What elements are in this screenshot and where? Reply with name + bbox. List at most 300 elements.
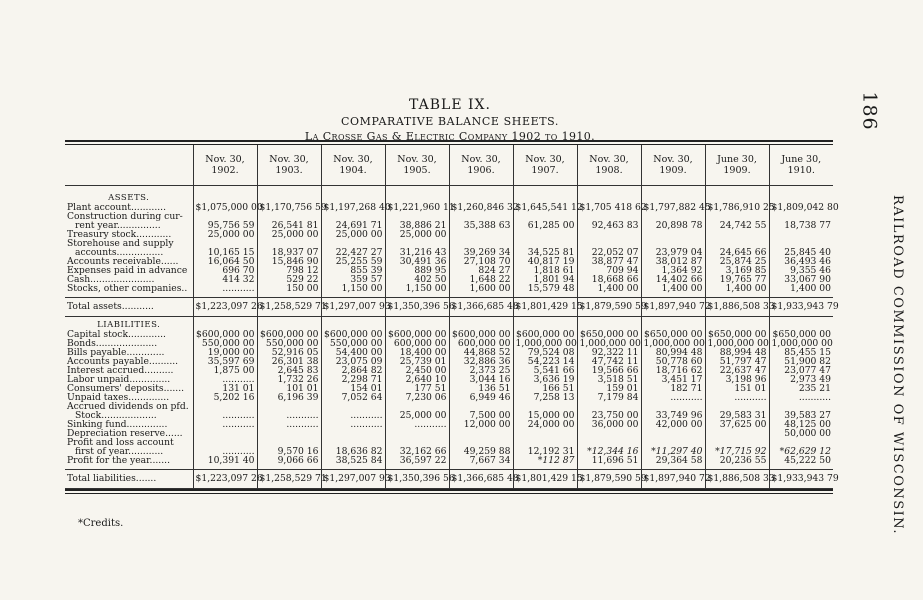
value-cell: 1,150 00 (321, 284, 385, 293)
value-cell: 18,716 62 (641, 366, 705, 375)
value-cell: 1,000,000 00 (577, 339, 641, 348)
total-value: $1,223,097 26 (193, 298, 257, 317)
value-cell: ........... (321, 420, 385, 429)
value-cell: 7,052 64 (321, 393, 385, 402)
value-cell: 2,645 83 (257, 366, 321, 375)
value-cell: 32,886 36 (449, 357, 513, 366)
label-column-header (65, 145, 193, 186)
value-cell: 39,583 27 (769, 411, 833, 420)
empty-cell (449, 317, 513, 331)
column-header-line: June 30, (781, 154, 822, 165)
value-cell: 136 51 (449, 384, 513, 393)
value-cell: $1,797,882 45 (641, 203, 705, 212)
empty-cell (641, 317, 705, 331)
row-label: Labor unpaid.............. (67, 375, 171, 384)
balance-sheet-table (65, 145, 839, 489)
row-label: Accounts payable.......... (67, 357, 179, 366)
section-heading-row (65, 317, 833, 331)
value-cell: 22,052 07 (577, 248, 641, 257)
total-value: $1,897,940 72 (641, 298, 705, 317)
value-cell: 38,886 21 (385, 221, 449, 230)
column-header-line: 1909. (659, 165, 687, 176)
column-header-line: 1909. (723, 165, 751, 176)
value-cell: 19,765 77 (705, 275, 769, 284)
table-row (65, 411, 833, 420)
value-cell: 95,756 59 (193, 221, 257, 230)
empty-cell (193, 317, 257, 331)
value-cell: 29,583 31 (705, 411, 769, 420)
value-cell: 42,000 00 (641, 420, 705, 429)
row-label: Bonds..................... (67, 339, 158, 348)
total-value: $1,366,685 48 (449, 298, 513, 317)
row-label: Bills payable............. (67, 348, 165, 357)
total-value: $1,886,508 33 (705, 298, 769, 317)
table-row (65, 366, 833, 375)
total-value: $1,366,685 48 (449, 470, 513, 489)
row-label: Unpaid taxes.............. (67, 393, 170, 402)
value-cell: *11,297 40 (641, 447, 705, 456)
value-cell: 3,044 16 (449, 375, 513, 384)
empty-cell (769, 317, 833, 331)
value-cell: 235 21 (769, 384, 833, 393)
value-cell: 15,000 00 (513, 411, 577, 420)
table-row (65, 393, 833, 402)
row-label: Interest accrued.......... (67, 366, 174, 375)
total-value: $1,350,396 56 (385, 298, 449, 317)
total-row (65, 298, 833, 317)
total-value: $1,933,943 79 (769, 470, 833, 489)
value-cell: 824 27 (449, 266, 513, 275)
value-cell: 709 94 (577, 266, 641, 275)
value-cell: 182 71 (641, 384, 705, 393)
table-row (65, 275, 833, 284)
value-cell: 51,900 82 (769, 357, 833, 366)
value-cell: 25,000 00 (385, 230, 449, 239)
table-row (65, 239, 833, 248)
value-cell: 1,875 00 (193, 366, 257, 375)
value-cell: 25,874 25 (705, 257, 769, 266)
value-cell: 166 51 (513, 384, 577, 393)
value-cell: $1,809,042 80 (769, 203, 833, 212)
table-row (65, 284, 833, 293)
value-cell: 39,269 34 (449, 248, 513, 257)
footnote: *Credits. (78, 518, 124, 529)
value-cell: ........... (321, 411, 385, 420)
value-cell: 10,165 15 (193, 248, 257, 257)
value-cell: 159 01 (577, 384, 641, 393)
value-cell: $1,197,268 40 (321, 203, 385, 212)
value-cell: 10,391 40 (193, 456, 257, 465)
table-row (65, 429, 833, 438)
value-cell: 3,518 51 (577, 375, 641, 384)
table-row (65, 339, 833, 348)
table-row (65, 230, 833, 239)
value-cell: 855 39 (321, 266, 385, 275)
value-cell: 25,255 59 (321, 257, 385, 266)
value-cell: $1,705 418 62 (577, 203, 641, 212)
value-cell: 359 57 (321, 275, 385, 284)
value-cell: 1,000,000 00 (769, 339, 833, 348)
value-cell: 23,979 04 (641, 248, 705, 257)
value-cell: 45,222 50 (769, 456, 833, 465)
column-header (321, 145, 385, 186)
total-value: $1,886,508 33 (705, 470, 769, 489)
value-cell: 101 01 (257, 384, 321, 393)
table-row (65, 203, 833, 212)
column-header (193, 145, 257, 186)
value-cell: 25,000 00 (385, 411, 449, 420)
value-cell: 18,636 82 (321, 447, 385, 456)
value-cell: $1,260,846 32 (449, 203, 513, 212)
value-cell: 600,000 00 (449, 339, 513, 348)
value-cell: 80,994 48 (641, 348, 705, 357)
value-cell: 7,179 84 (577, 393, 641, 402)
value-cell: $600,000 00 (193, 330, 257, 339)
column-header (257, 145, 321, 186)
value-cell: 3,636 19 (513, 375, 577, 384)
value-cell: 34,525 81 (513, 248, 577, 257)
value-cell: ........... (193, 284, 257, 293)
value-cell: 25,000 00 (321, 230, 385, 239)
value-cell (257, 429, 321, 438)
running-head: RAILROAD COMMISSION OF WISCONSIN. (890, 195, 905, 535)
value-cell (449, 230, 513, 239)
table-row (65, 420, 833, 429)
value-cell: 550,000 00 (257, 339, 321, 348)
total-value: $1,801,429 15 (513, 470, 577, 489)
value-cell: 16,064 50 (193, 257, 257, 266)
empty-cell (321, 317, 385, 331)
value-cell: 26,541 81 (257, 221, 321, 230)
table-row (65, 212, 833, 221)
value-cell: 9,570 16 (257, 447, 321, 456)
value-cell: 5,202 16 (193, 393, 257, 402)
value-cell: 23,077 47 (769, 366, 833, 375)
total-value: $1,223,097 26 (193, 470, 257, 489)
value-cell: $600,000 00 (385, 330, 449, 339)
value-cell: $1,075,000 00 (193, 203, 257, 212)
column-header-line: Nov. 30, (461, 154, 501, 165)
value-cell: 26,301 38 (257, 357, 321, 366)
total-value: $1,258,529 71 (257, 298, 321, 317)
total-value: $1,297,007 93 (321, 470, 385, 489)
column-header-line: Nov. 30, (205, 154, 245, 165)
value-cell: 38,012 87 (641, 257, 705, 266)
value-cell (321, 429, 385, 438)
value-cell: 33,067 90 (769, 275, 833, 284)
value-cell: 414 32 (193, 275, 257, 284)
value-cell: 47,742 11 (577, 357, 641, 366)
value-cell: *17,715 92 (705, 447, 769, 456)
row-label: Sinking fund.............. (67, 420, 168, 429)
value-cell: 25,000 00 (193, 230, 257, 239)
value-cell: 24,000 00 (513, 420, 577, 429)
value-cell: 25,739 01 (385, 357, 449, 366)
value-cell: *62,629 12 (769, 447, 833, 456)
value-cell: 1,000,000 00 (641, 339, 705, 348)
value-cell: 24,742 55 (705, 221, 769, 230)
value-cell: 7,230 06 (385, 393, 449, 402)
value-cell: 600,000 00 (385, 339, 449, 348)
value-cell: 2,373 25 (449, 366, 513, 375)
value-cell: 85,455 15 (769, 348, 833, 357)
value-cell (385, 429, 449, 438)
row-label: Stocks, other companies.. (67, 284, 188, 293)
value-cell: 1,000,000 00 (705, 339, 769, 348)
value-cell: $1,786,910 25 (705, 203, 769, 212)
column-header-line: Nov. 30, (269, 154, 309, 165)
value-cell: 1,150 00 (385, 284, 449, 293)
column-header (769, 145, 833, 186)
value-cell: 529 22 (257, 275, 321, 284)
value-cell: 7,667 34 (449, 456, 513, 465)
value-cell: 50,000 00 (769, 429, 833, 438)
row-label: accounts................ (75, 248, 164, 257)
company-title: La Crosse Gas & Electric Company 1902 to 1910. (304, 130, 596, 143)
value-cell: 1,000,000 00 (513, 339, 577, 348)
value-cell: ........... (193, 375, 257, 384)
value-cell (577, 230, 641, 239)
value-cell: 25,845 40 (769, 248, 833, 257)
value-cell: 15,846 90 (257, 257, 321, 266)
value-cell: 35,597 69 (193, 357, 257, 366)
value-cell: 51,797 47 (705, 357, 769, 366)
value-cell: 1,600 00 (449, 284, 513, 293)
value-cell: 25,000 00 (257, 230, 321, 239)
total-value: $1,897,940 72 (641, 470, 705, 489)
value-cell: 550,000 00 (321, 339, 385, 348)
value-cell: 1,801 94 (513, 275, 577, 284)
value-cell: 44,868 52 (449, 348, 513, 357)
column-header-line: June 30, (717, 154, 757, 165)
value-cell: ........... (193, 411, 257, 420)
value-cell: 92,322 11 (577, 348, 641, 357)
value-cell: 50,778 60 (641, 357, 705, 366)
row-label: Depreciation reserve...... (67, 429, 183, 438)
row-label: Expenses paid in advance (67, 266, 188, 275)
table-row (65, 447, 833, 456)
value-cell: 40,817 19 (513, 257, 577, 266)
empty-cell (257, 317, 321, 331)
column-header (641, 145, 705, 186)
total-value: $1,933,943 79 (769, 298, 833, 317)
total-value: $1,297,007 93 (321, 298, 385, 317)
value-cell: 1,400 00 (577, 284, 641, 293)
value-cell: *12,344 16 (577, 447, 641, 456)
empty-cell (705, 317, 769, 331)
value-cell: $1,170,756 59 (257, 203, 321, 212)
table-row (65, 375, 833, 384)
value-cell (577, 429, 641, 438)
table-row (65, 248, 833, 257)
value-cell: 92,463 83 (577, 221, 641, 230)
value-cell: 696 70 (193, 266, 257, 275)
value-cell: ........... (705, 393, 769, 402)
value-cell: 24,691 71 (321, 221, 385, 230)
value-cell: 36,000 00 (577, 420, 641, 429)
value-cell (449, 429, 513, 438)
value-cell: 5,541 66 (513, 366, 577, 375)
table-row (65, 257, 833, 266)
value-cell: ........... (641, 393, 705, 402)
value-cell: 1,400 00 (641, 284, 705, 293)
value-cell: 37,625 00 (705, 420, 769, 429)
value-cell: 49,259 88 (449, 447, 513, 456)
row-label: Plant account............ (67, 203, 166, 212)
total-value: $1,258,529 71 (257, 470, 321, 489)
value-cell: 32,162 66 (385, 447, 449, 456)
table-row (65, 384, 833, 393)
table-number: TABLE IX. (409, 97, 491, 113)
row-label: Construction during cur- (67, 212, 183, 221)
row-label: Cash...................... (67, 275, 155, 284)
value-cell: 889 95 (385, 266, 449, 275)
value-cell: 1,400 00 (769, 284, 833, 293)
value-cell: 11,696 51 (577, 456, 641, 465)
value-cell: 15,579 48 (513, 284, 577, 293)
value-cell: ........... (193, 447, 257, 456)
value-cell: 38,525 84 (321, 456, 385, 465)
value-cell: 79,524 08 (513, 348, 577, 357)
value-cell (513, 230, 577, 239)
column-header-line: Nov. 30, (333, 154, 373, 165)
table-row (65, 357, 833, 366)
total-value: $1,879,590 59 (577, 298, 641, 317)
value-cell: 27,108 70 (449, 257, 513, 266)
column-header-line: 1905. (403, 165, 431, 176)
value-cell: *112 87 (513, 456, 577, 465)
value-cell: 154 01 (321, 384, 385, 393)
table-row (65, 221, 833, 230)
table-subtitle: COMPARATIVE BALANCE SHEETS. (340, 115, 560, 128)
section-heading: ASSETS. (108, 193, 150, 203)
value-cell: 61,285 00 (513, 221, 577, 230)
row-label: Stock................... (75, 411, 157, 420)
empty-cell (385, 317, 449, 331)
value-cell: 54,400 00 (321, 348, 385, 357)
value-cell: 7,258 13 (513, 393, 577, 402)
value-cell: 151 01 (705, 384, 769, 393)
total-value: $1,801,429 15 (513, 298, 577, 317)
value-cell: 7,500 00 (449, 411, 513, 420)
value-cell: 29,364 58 (641, 456, 705, 465)
row-label: Accrued dividends on pfd. (67, 402, 189, 411)
value-cell: 3,451 17 (641, 375, 705, 384)
value-cell: 38,877 47 (577, 257, 641, 266)
row-label: Accounts receivable...... (67, 257, 179, 266)
value-cell: 402 50 (385, 275, 449, 284)
value-cell: 2,973 49 (769, 375, 833, 384)
total-value: $1,350,396 56 (385, 470, 449, 489)
value-cell: 12,000 00 (449, 420, 513, 429)
value-cell: 20,898 78 (641, 221, 705, 230)
value-cell: 19,000 00 (193, 348, 257, 357)
value-cell: 3,169 85 (705, 266, 769, 275)
value-cell: 18,668 66 (577, 275, 641, 284)
bottom-rule (65, 489, 833, 494)
value-cell: 6,196 39 (257, 393, 321, 402)
column-header (449, 145, 513, 186)
section-heading: LIABILITIES. (97, 320, 161, 330)
value-cell (769, 230, 833, 239)
value-cell: $650,000 00 (641, 330, 705, 339)
value-cell: 54,223 14 (513, 357, 577, 366)
column-header-line: 1903. (275, 165, 303, 176)
value-cell: 88,994 48 (705, 348, 769, 357)
value-cell: 23,750 00 (577, 411, 641, 420)
value-cell: 131 01 (193, 384, 257, 393)
column-header-line: 1902. (211, 165, 239, 176)
row-label: Profit and loss account (67, 438, 174, 447)
value-cell: $600,000 00 (449, 330, 513, 339)
value-cell: ........... (257, 411, 321, 420)
value-cell: $650,000 00 (769, 330, 833, 339)
value-cell (705, 230, 769, 239)
column-header (385, 145, 449, 186)
row-label: Capital stock............. (67, 330, 166, 339)
value-cell: 3,198 96 (705, 375, 769, 384)
title-block (70, 97, 830, 143)
column-header-line: Nov. 30, (397, 154, 437, 165)
value-cell: 36,493 46 (769, 257, 833, 266)
value-cell: 9,066 66 (257, 456, 321, 465)
value-cell: 550,000 00 (193, 339, 257, 348)
value-cell: ........... (257, 420, 321, 429)
value-cell: 52,916 05 (257, 348, 321, 357)
page-number: 186 (858, 91, 881, 131)
value-cell: 1,400 00 (705, 284, 769, 293)
value-cell: 22,427 27 (321, 248, 385, 257)
value-cell (641, 230, 705, 239)
value-cell: $650,000 00 (705, 330, 769, 339)
value-cell: 35,388 63 (449, 221, 513, 230)
value-cell: $1,221,960 11 (385, 203, 449, 212)
value-cell: 177 51 (385, 384, 449, 393)
row-label: Profit for the year....... (67, 456, 170, 465)
total-value: $1,879,590 59 (577, 470, 641, 489)
value-cell: 150 00 (257, 284, 321, 293)
row-label: Storehouse and supply (67, 239, 174, 248)
column-header-line: Nov. 30, (525, 154, 565, 165)
table-row (65, 348, 833, 357)
value-cell: 19,566 66 (577, 366, 641, 375)
value-cell (193, 429, 257, 438)
total-label: Total assets........... (65, 298, 193, 317)
value-cell: 18,738 77 (769, 221, 833, 230)
column-header-line: 1908. (595, 165, 623, 176)
value-cell: 31,216 43 (385, 248, 449, 257)
column-header (577, 145, 641, 186)
column-header-line: Nov. 30, (653, 154, 693, 165)
value-cell: $650,000 00 (577, 330, 641, 339)
value-cell (705, 429, 769, 438)
value-cell: 18,400 00 (385, 348, 449, 357)
value-cell: 9,355 46 (769, 266, 833, 275)
value-cell: ........... (193, 420, 257, 429)
value-cell: $600,000 00 (257, 330, 321, 339)
value-cell: 798 12 (257, 266, 321, 275)
column-header-line: 1910. (787, 165, 815, 176)
value-cell: 18,937 07 (257, 248, 321, 257)
column-header-line: 1907. (531, 165, 559, 176)
value-cell: 23,075 09 (321, 357, 385, 366)
value-cell: 14,402 66 (641, 275, 705, 284)
value-cell: $1,645,541 12 (513, 203, 577, 212)
value-cell: 48,125 00 (769, 420, 833, 429)
value-cell: $600,000 00 (321, 330, 385, 339)
row-label: rent year............... (75, 221, 161, 230)
table-row (65, 456, 833, 465)
